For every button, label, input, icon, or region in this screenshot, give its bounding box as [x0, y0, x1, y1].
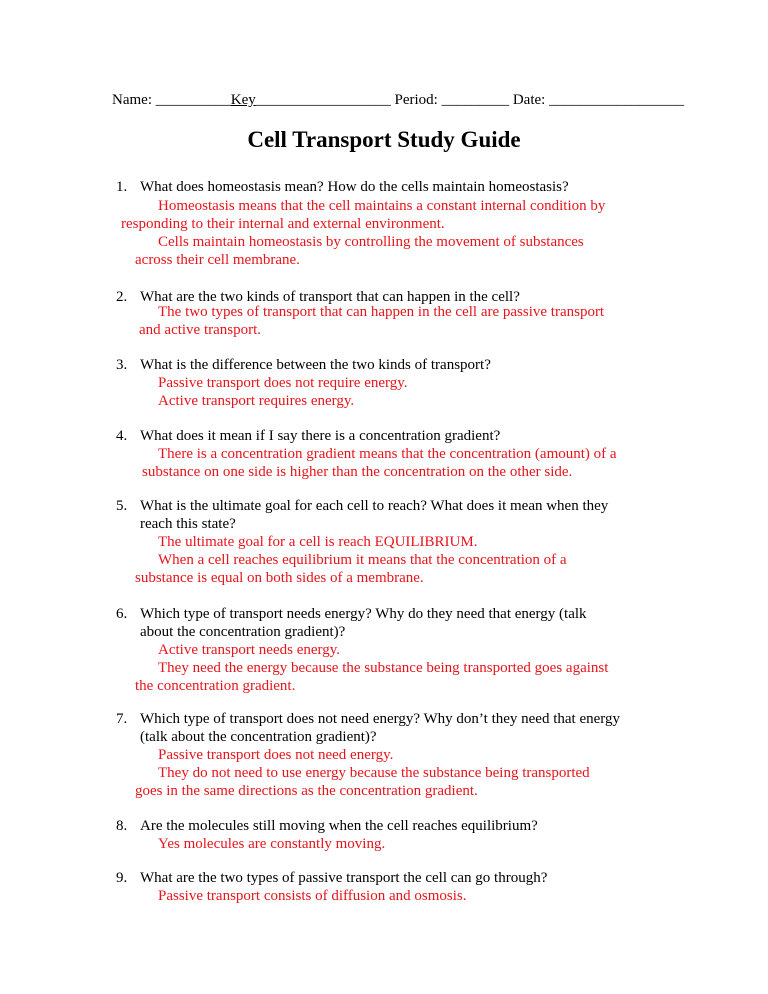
answer-text: Active transport needs energy.	[158, 642, 341, 658]
question-text: What does it mean if I say there is a concentration gradient?	[140, 428, 501, 444]
answer-text: They do not need to use energy because the substance being transported	[158, 765, 590, 781]
answer-text: The ultimate goal for a cell is reach EQUILIBRIUM.	[158, 534, 478, 550]
period-blank: _________	[441, 92, 510, 108]
question-text: What are the two types of passive transport the cell can go through?	[140, 870, 548, 886]
name-blank: __________	[155, 92, 231, 108]
date-label: Date:	[509, 92, 550, 108]
answer-text: substance is equal on both sides of a membrane.	[135, 570, 424, 586]
answer-text: Yes molecules are constantly moving.	[158, 836, 386, 852]
question-number: 2.	[116, 289, 128, 305]
name-blank: __________________	[255, 92, 391, 108]
answer-text: Passive transport does not need energy.	[158, 747, 394, 763]
answer-text: goes in the same directions as the concentration gradient.	[135, 783, 478, 799]
question-text: Which type of transport does not need energy? Why don’t they need that energy	[140, 711, 620, 727]
answer-text: There is a concentration gradient means that the concentration (amount) of a	[158, 446, 617, 462]
answer-text: responding to their internal and external environment.	[121, 216, 445, 232]
answer-text: Passive transport consists of diffusion and osmosis.	[158, 888, 467, 904]
answer-text: Passive transport does not require energy.	[158, 375, 408, 391]
question-text: about the concentration gradient)?	[140, 624, 346, 640]
question-number: 1.	[116, 179, 128, 195]
question-text: What is the difference between the two kinds of transport?	[140, 357, 491, 373]
answer-text: Active transport requires energy.	[158, 393, 355, 409]
answer-text: and active transport.	[139, 322, 262, 338]
question-text: Which type of transport needs energy? Why do they need that energy (talk	[140, 606, 587, 622]
answer-text: Homeostasis means that the cell maintains a constant internal condition by	[158, 198, 606, 214]
question-number: 6.	[116, 606, 128, 622]
question-text: What does homeostasis mean? How do the cells maintain homeostasis?	[140, 179, 569, 195]
question-text: (talk about the concentration gradient)?	[140, 729, 377, 745]
answer-text: across their cell membrane.	[135, 252, 300, 268]
question-text: reach this state?	[140, 516, 236, 532]
question-text: Are the molecules still moving when the cell reaches equilibrium?	[140, 818, 538, 834]
answer-text: When a cell reaches equilibrium it means that the concentration of a	[158, 552, 567, 568]
question-number: 9.	[116, 870, 128, 886]
answer-text: Cells maintain homeostasis by controlling the movement of substances	[158, 234, 584, 250]
question-text: What are the two kinds of transport that can happen in the cell?	[140, 289, 520, 305]
question-number: 3.	[116, 357, 128, 373]
question-number: 8.	[116, 818, 128, 834]
answer-text: substance on one side is higher than the concentration on the other side.	[142, 464, 573, 480]
header-line	[112, 91, 684, 109]
answer-text: They need the energy because the substance being transported goes against	[158, 660, 609, 676]
question-number: 5.	[116, 498, 128, 514]
question-text: What is the ultimate goal for each cell to reach? What does it mean when they	[140, 498, 609, 514]
answer-text: The two types of transport that can happen in the cell are passive transport	[158, 304, 605, 320]
answer-text: the concentration gradient.	[135, 678, 296, 694]
page-title: Cell Transport Study Guide	[247, 127, 521, 152]
period-label: Period:	[390, 92, 442, 108]
name-value: Key	[230, 92, 256, 108]
date-blank: __________________	[549, 92, 685, 108]
name-label: Name:	[112, 92, 156, 108]
question-number: 7.	[116, 711, 128, 727]
question-number: 4.	[116, 428, 128, 444]
